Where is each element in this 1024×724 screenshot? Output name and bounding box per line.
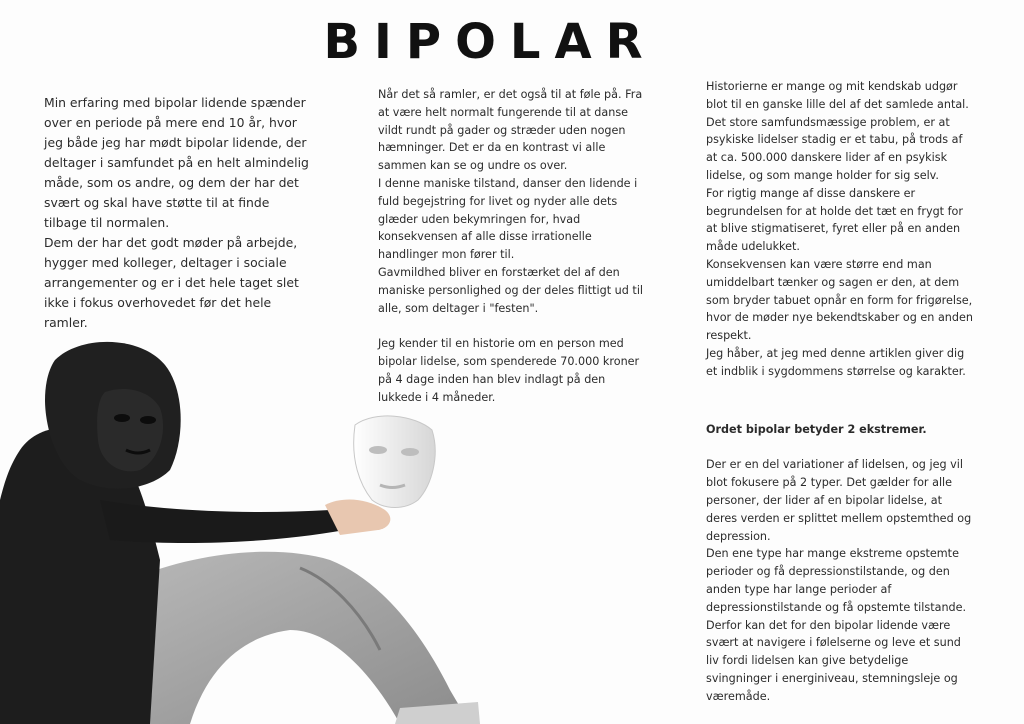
- paragraph: I denne maniske tilstand, danser den lidende i fuld begejstring for livet og nyder alle dets glæder uden bekymringen for, hvad konsekvensen af alle disse irrationelle handlinger mon fører til.: [378, 176, 638, 262]
- paragraph: Derfor kan det for den bipolar lidende være svært at navigere i følelserne og leve et sund liv fordi lidelsen kan give betydelige svingninger i energiniveau, stemningsleje og væremåde.: [706, 618, 961, 703]
- paragraph: Min erfaring med bipolar lidende spænder over en periode på mere end 10 år, hvor jeg både jeg har mødt bipolar lidende, der deltager i samfundet på en helt almindelig måde, som os andre, og dem der har det svært og skal have støtte til at finde tilbage til normalen.: [44, 95, 309, 230]
- paragraph: Jeg håber, at jeg med denne artiklen giver dig et indblik i sygdommens størrelse og karakter.: [706, 346, 966, 378]
- paragraph: Den ene type har mange ekstreme opstemte perioder og få depressionstilstande, og den anden type har lange perioder af depressionstilstande og få opstemte tilstande.: [706, 547, 967, 614]
- paragraph: Der er en del variationer af lidelsen, og jeg vil blot fokusere på 2 typer. Det gælder for alle personer, der lider af en bipolar lidelse, at deres verden er splittet mellem opstemthed og depression.: [706, 458, 972, 543]
- hooded-person-holding-mask-image: [0, 330, 480, 724]
- paragraph: Når det så ramler, er det også til at føle på. Fra at være helt normalt fungerende til at danse vildt rundt på gader og stræder uden nogen hæmninger. Det er da en kontrast vi alle sammen kan se og undre os over.: [378, 88, 643, 173]
- paragraph: Gavmildhed bliver en forstærket del af den maniske personlighed og der deles flittigt ud til alle, som deltager i "festen".: [378, 265, 644, 315]
- paragraph: Jeg kender til en historie om en person med bipolar lidelse, som spenderede 70.000 kroner på 4 dage inden han blev indlagt på den lukkede i 4 måneder.: [378, 337, 640, 404]
- page-title: BIPOLAR: [323, 14, 657, 70]
- column-right: [706, 78, 974, 706]
- section-heading: Ordet bipolar betyder 2 ekstremer.: [706, 422, 927, 436]
- paragraph: Det store samfundsmæssige problem, er at psykiske lidelser stadig er et tabu, på trods af at ca. 500.000 danskere lider af en psykisk lidelse, og som mange holder for sig selv.: [706, 115, 963, 182]
- paragraph: Konsekvensen kan være større end man umiddelbart tænker og sagen er den, at dem som bryder tabuet opnår en form for frigørelse, hvor de møder nye bekendtskaber og en anden respekt.: [706, 257, 973, 343]
- paragraph: Dem der har det godt møder på arbejde, hygger med kolleger, deltager i sociale arrangementer og er i det hele taget slet ikke i fokus overhovedet før det hele ramler.: [44, 235, 299, 330]
- paragraph: Historierne er mange og mit kendskab udgør blot til en ganske lille del af det samlede antal.: [706, 80, 969, 111]
- column-intro: [44, 93, 314, 333]
- paragraph: For rigtig mange af disse danskere er begrundelsen for at holde det tæt en frygt for at blive stigmatiseret, fyret eller på en anden måde udelukket.: [706, 186, 963, 254]
